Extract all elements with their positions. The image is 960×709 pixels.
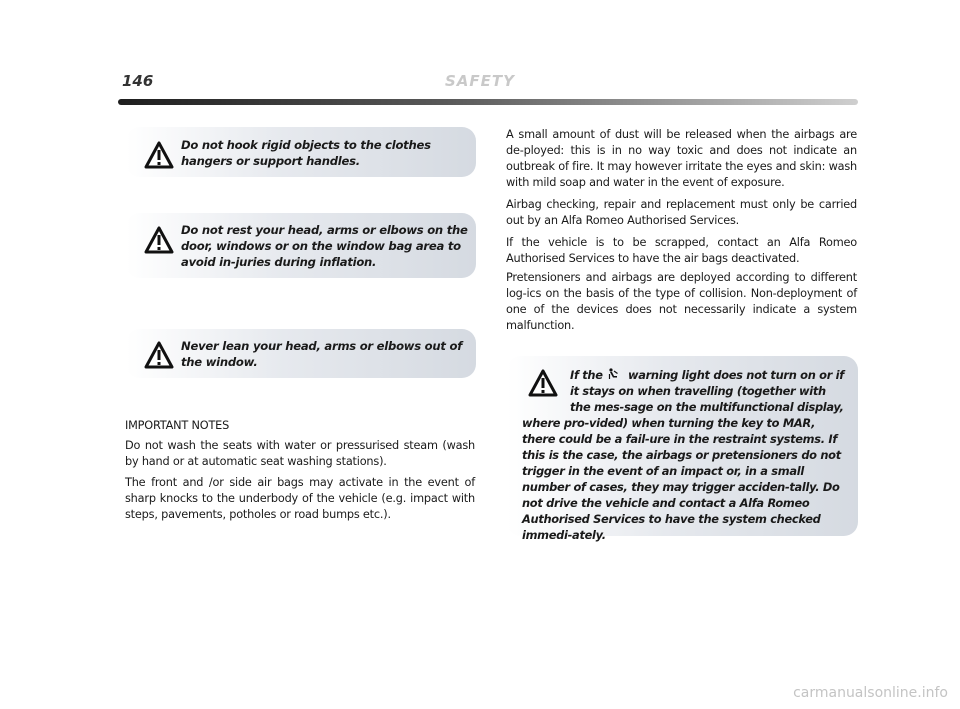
important-notes-paragraph: Do not wash the seats with water or pressurised steam (wash by hand or at automatic seat washing stations).	[125, 439, 475, 468]
airbag-checking-paragraph: Airbag checking, repair and replacement must only be carried out by an Alfa Romeo Authorised Services.	[506, 198, 857, 227]
warning-text: Never lean your head, arms or elbows out of the window.	[181, 339, 462, 369]
warning-triangle-icon	[522, 367, 570, 411]
dust-paragraph: A small amount of dust will be released when the airbags are de-ployed: this is in no way toxic and does not indicate an outbreak of fire. It may however irritate the eyes and skin: wash with mild soap and water in the event of exposure.	[506, 128, 857, 189]
airbag-warning-text	[522, 367, 846, 543]
important-notes-heading: IMPORTANT NOTES	[125, 419, 230, 432]
warning-triangle-icon	[144, 141, 174, 169]
warning-text-lead: If the	[570, 368, 603, 382]
warning-text: Do not rest your head, arms or elbows on the door, windows or on the window bag area to avoid in-juries during inflation.	[181, 223, 468, 269]
warning-text: Do not hook rigid objects to the clothes hangers or support handles.	[181, 138, 431, 168]
warning-box-lean-out-window	[126, 329, 476, 378]
pretensioners-paragraph: Pretensioners and airbags are deployed according to different log-ics on the basis of the type of collision. Non-deployment of one of the devices does not necessarily indicate a system malfunction.	[506, 271, 857, 332]
airbag-warning-light-icon	[608, 368, 618, 380]
header-rule	[118, 99, 858, 105]
important-notes-paragraph: The front and /or side air bags may activate in the event of sharp knocks to the underbody of the vehicle (e.g. impact with steps, pavements, potholes or road bumps etc.).	[125, 476, 475, 521]
section-title: SAFETY	[445, 72, 515, 90]
warning-triangle-icon	[144, 341, 174, 369]
warning-triangle-icon	[144, 226, 174, 254]
page-number: 146	[122, 72, 154, 90]
warning-box-door-windows	[126, 213, 476, 278]
footer-watermark: carmanualsonline.info	[793, 685, 948, 701]
warning-box-clothes-hangers	[126, 127, 476, 177]
scrapping-paragraph: If the vehicle is to be scrapped, contact an Alfa Romeo Authorised Services to have the air bags deactivated.	[506, 236, 857, 265]
warning-text-body: warning light does not turn on or if it stays on when travelling (together with the mes-sage on the multifunctional display, where pro-vided) when turning the key to MAR, there could be a fail-ure in the restraint systems. If this is the case, the airbags or pretensioners do not trigger in the event of an impact or, in a small number of cases, they may trigger acciden-tally. Do not drive the vehicle and contact a Alfa Romeo Authorised Services to have the system checked immedi-ately.	[522, 368, 844, 542]
